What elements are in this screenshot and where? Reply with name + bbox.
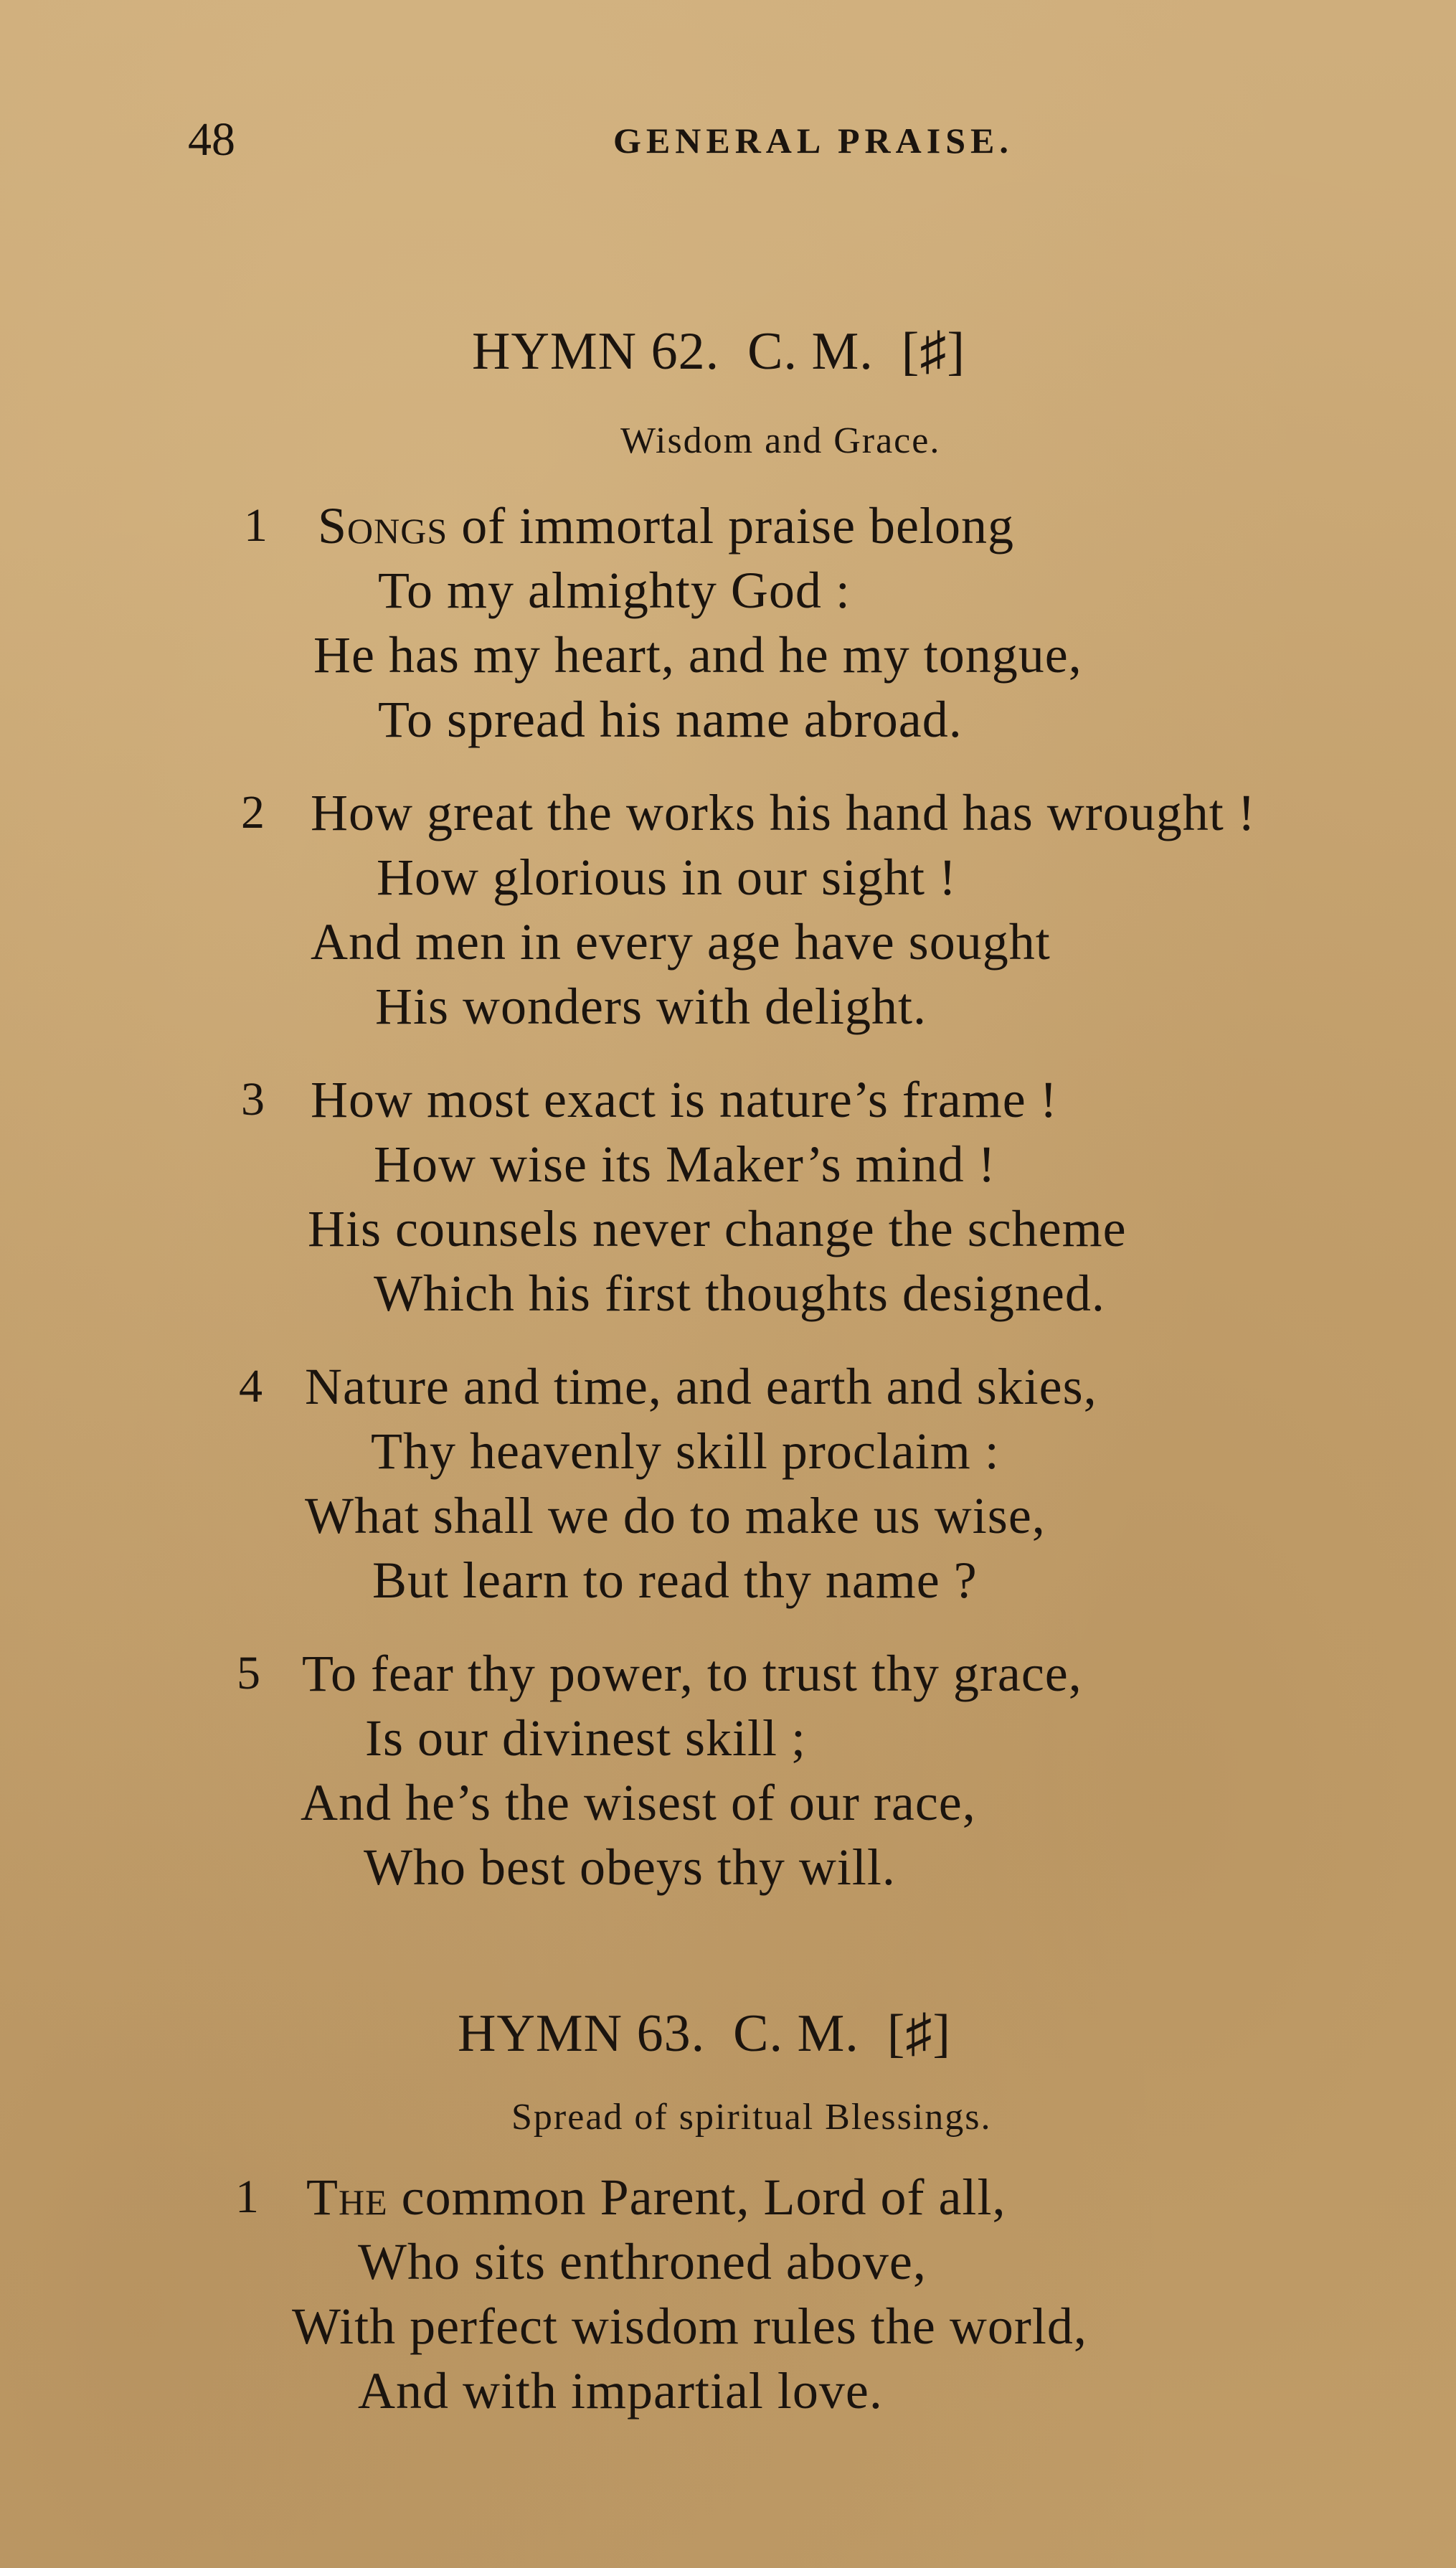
stanza-line: How glorious in our sight ! bbox=[377, 849, 957, 906]
stanza-4 bbox=[0, 1354, 1456, 1613]
stanza-line: Which his first thoughts designed. bbox=[374, 1265, 1105, 1322]
stanza-5 bbox=[0, 1641, 1456, 1899]
stanza-2 bbox=[0, 780, 1456, 1039]
section-title: GENERAL PRAISE. bbox=[613, 121, 1013, 161]
stanza-line: With perfect wisdom rules the world, bbox=[292, 2298, 1087, 2355]
stanza-number: 5 bbox=[237, 1647, 260, 1699]
stanza-line: But learn to read thy name ? bbox=[372, 1552, 978, 1609]
stanza-line: And with impartial love. bbox=[358, 2362, 883, 2420]
stanza-number: 2 bbox=[241, 786, 265, 839]
stanza-line bbox=[318, 494, 1014, 558]
drop-word: The bbox=[306, 2168, 388, 2226]
line-rest: of immortal praise belong bbox=[448, 497, 1014, 554]
stanza-3 bbox=[0, 1067, 1456, 1326]
stanza-number: 1 bbox=[244, 499, 268, 552]
stanza-line: Thy heavenly skill proclaim : bbox=[371, 1422, 1000, 1480]
stanza-line: To my almighty God : bbox=[378, 562, 851, 619]
stanza-1 bbox=[0, 494, 1456, 752]
stanza-line: How wise its Maker’s mind ! bbox=[374, 1136, 996, 1193]
drop-word: Songs bbox=[318, 497, 448, 554]
stanza-1 bbox=[0, 2165, 1456, 2423]
hymn-heading: HYMN 62. C. M. [♯] bbox=[472, 322, 966, 381]
stanza-line: And he’s the wisest of our race, bbox=[301, 1774, 976, 1831]
stanza-line: What shall we do to make us wise, bbox=[305, 1487, 1046, 1544]
stanza-number: 1 bbox=[235, 2171, 259, 2223]
stanza-line: His wonders with delight. bbox=[375, 978, 927, 1035]
stanza-line: And men in every age have sought bbox=[311, 913, 1051, 971]
hymn-subtitle: Spread of spiritual Blessings. bbox=[511, 2097, 992, 2138]
stanza-number: 3 bbox=[241, 1073, 265, 1125]
page-number: 48 bbox=[188, 113, 235, 166]
stanza-line: How great the works his hand has wrought ! bbox=[311, 784, 1256, 841]
stanza-line: Nature and time, and earth and skies, bbox=[305, 1358, 1097, 1415]
stanza-line: His counsels never change the scheme bbox=[308, 1200, 1127, 1257]
stanza-line: How most exact is nature’s frame ! bbox=[311, 1071, 1058, 1128]
running-head bbox=[0, 115, 1456, 165]
stanza-line bbox=[306, 2165, 1006, 2229]
stanza-line: To spread his name abroad. bbox=[378, 691, 963, 748]
stanza-line: Who sits enthroned above, bbox=[358, 2233, 927, 2290]
stanza-number: 4 bbox=[239, 1360, 263, 1412]
stanza-line: He has my heart, and he my tongue, bbox=[313, 626, 1082, 684]
line-rest: common Parent, Lord of all, bbox=[387, 2168, 1006, 2226]
hymn-heading: HYMN 63. C. M. [♯] bbox=[458, 2004, 952, 2063]
stanza-line: Who best obeys thy will. bbox=[364, 1838, 896, 1896]
stanza-line: To fear thy power, to trust thy grace, bbox=[302, 1645, 1082, 1702]
hymn-subtitle: Wisdom and Grace. bbox=[620, 420, 941, 461]
stanza-line: Is our divinest skill ; bbox=[365, 1709, 806, 1767]
